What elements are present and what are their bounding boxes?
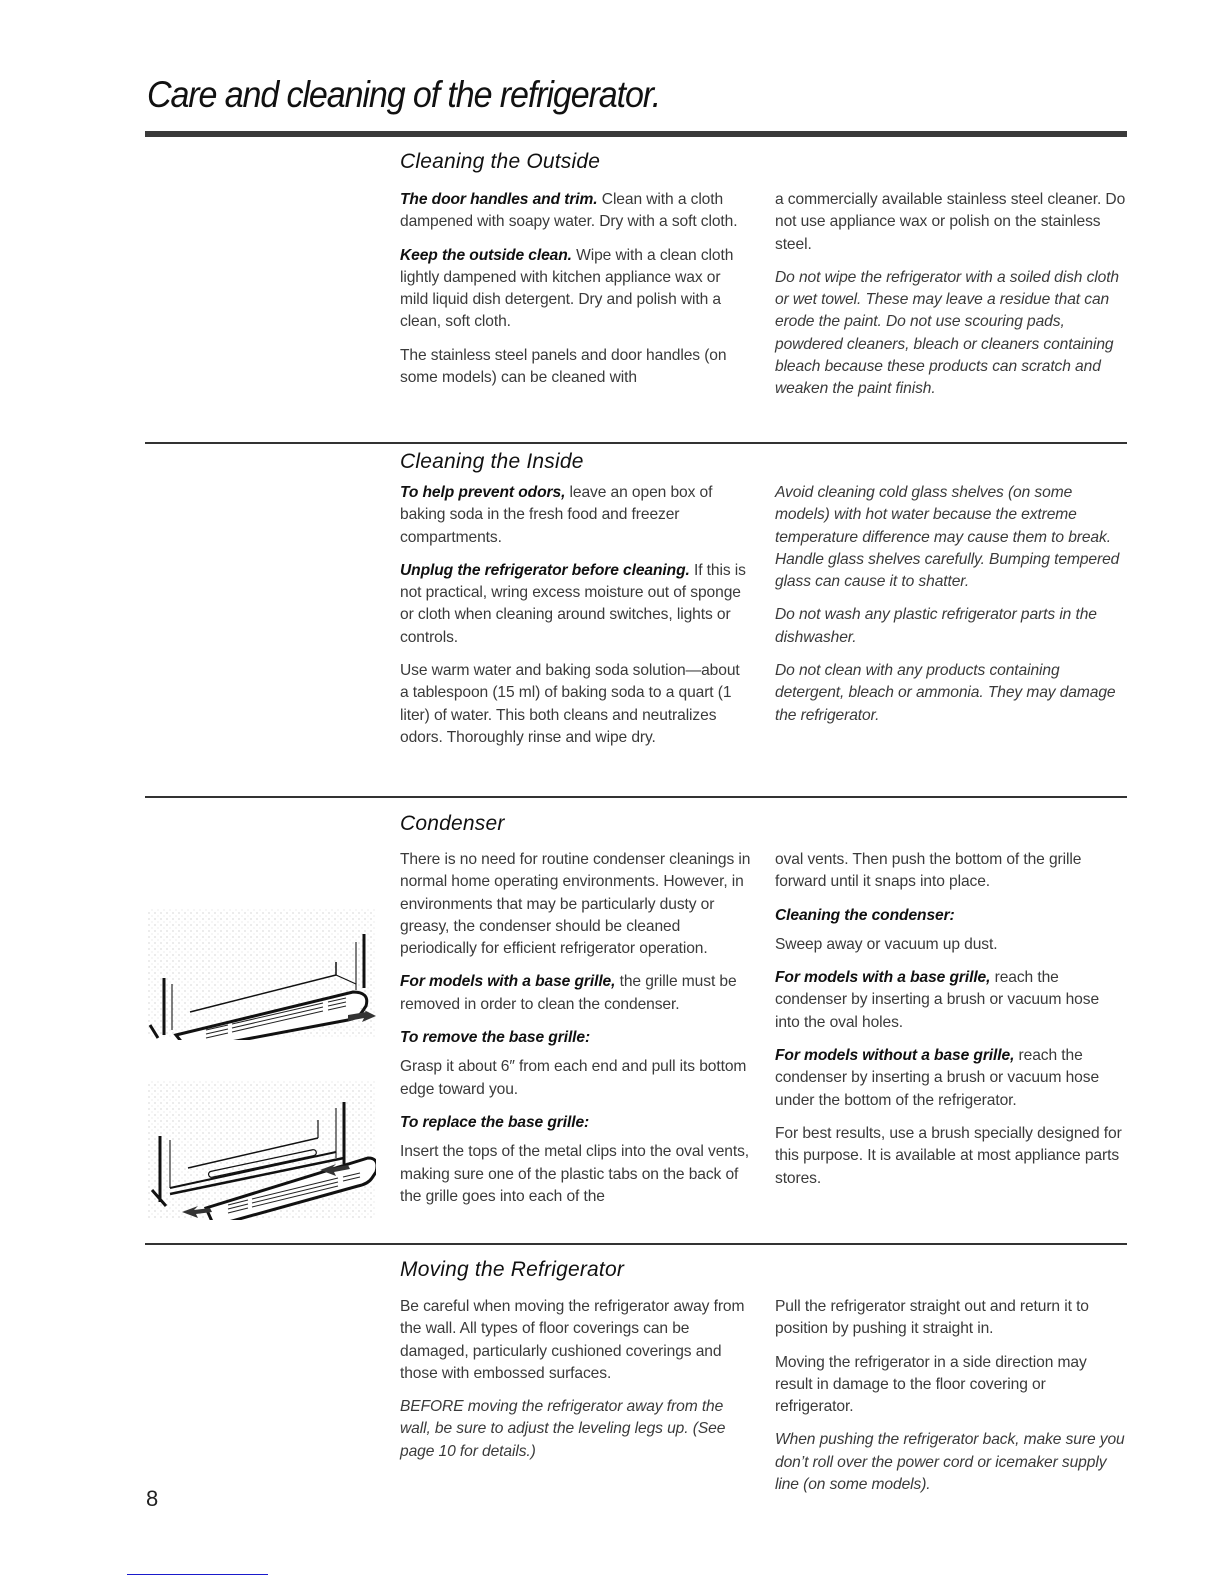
inside-left-column xyxy=(400,482,752,760)
caution-paragraph: BEFORE moving the refrigerator away from the wall, be sure to adjust the leveling legs up. (See page 10 for details.) xyxy=(400,1398,726,1460)
paragraph: Insert the tops of the metal clips into the oval vents, making sure one of the plastic tabs on the back of the grille goes into each of the xyxy=(400,1143,750,1205)
moving-left-column xyxy=(400,1296,752,1474)
page-number: 8 xyxy=(146,1486,159,1511)
section-divider xyxy=(145,442,1127,444)
paragraph: Pull the refrigerator straight out and return it to position by pushing it straight in. xyxy=(775,1298,1089,1338)
section-heading-condenser: Condenser xyxy=(400,812,505,835)
paragraph: The stainless steel panels and door handles (on some models) can be cleaned with xyxy=(400,346,727,387)
outside-right-column xyxy=(775,189,1127,412)
section-heading-inside: Cleaning the Inside xyxy=(400,450,584,473)
paragraph: Sweep away or vacuum up dust. xyxy=(775,935,998,953)
title-rule xyxy=(145,131,1127,137)
paragraph: To help prevent odors, leave an open box of baking soda in the fresh food and freezer compartments. xyxy=(400,484,713,546)
paragraph: For best results, use a brush specially designed for this purpose. It is available at most appliance parts stores. xyxy=(775,1124,1122,1187)
section-divider xyxy=(145,1243,1127,1245)
paragraph: Keep the outside clean. Wipe with a clean cloth lightly dampened with kitchen appliance wax or mild liquid dish detergent. Dry and polish with a clean, soft cloth. xyxy=(400,246,734,331)
subheading-cleaning-condenser: Cleaning the condenser: xyxy=(775,906,955,924)
paragraph: Use warm water and baking soda solution—about a tablespoon (15 ml) of baking soda to a quart (1 liter) of water. This both cleans and neutralizes odors. Thoroughly rinse and wipe dry. xyxy=(400,662,740,746)
footer-link-underline[interactable] xyxy=(127,1574,268,1575)
replace-base-grille-illustration xyxy=(148,1060,376,1220)
section-heading-moving: Moving the Refrigerator xyxy=(400,1258,625,1281)
caution-paragraph: Avoid cleaning cold glass shelves (on some models) with hot water because the extreme temperature difference may cause them to break. Handle glass shelves carefully. Bumping tempered glass can cause it to shatter. xyxy=(775,484,1120,591)
paragraph: Grasp it about 6″ from each end and pull its bottom edge toward you. xyxy=(400,1058,747,1098)
remove-base-grille-illustration xyxy=(148,900,376,1040)
caution-paragraph: When pushing the refrigerator back, make sure you don’t roll over the power cord or icemaker supply line (on some models). xyxy=(775,1431,1125,1494)
paragraph: oval vents. Then push the bottom of the grille forward until it snaps into place. xyxy=(775,851,1082,891)
paragraph: Moving the refrigerator in a side direction may result in damage to the floor covering or refrigerator. xyxy=(775,1353,1087,1416)
condenser-right-column xyxy=(775,849,1127,1201)
paragraph: For models with a base grille, the grille must be removed in order to clean the condenser. xyxy=(400,973,737,1013)
moving-right-column xyxy=(775,1296,1127,1507)
caution-paragraph: Do not wash any plastic refrigerator parts in the dishwasher. xyxy=(775,606,1097,646)
section-heading-outside: Cleaning the Outside xyxy=(400,150,601,173)
condenser-left-column xyxy=(400,849,752,1219)
subheading-remove-grille: To remove the base grille: xyxy=(400,1029,591,1047)
paragraph: For models without a base grille, reach the condenser by inserting a brush or vacuum hose under the bottom of the refrigerator. xyxy=(775,1047,1100,1109)
inside-right-column xyxy=(775,482,1127,738)
section-divider xyxy=(145,796,1127,798)
paragraph: There is no need for routine condenser cleanings in normal home operating environments. However, in environments that may be particularly dusty or greasy, the condenser should be cleaned periodically for efficient refrigerator operation. xyxy=(400,851,751,958)
subheading-replace-grille: To replace the base grille: xyxy=(400,1113,590,1131)
paragraph: For models with a base grille, reach the condenser by inserting a brush or vacuum hose into the oval holes. xyxy=(775,969,1100,1031)
paragraph: Be careful when moving the refrigerator away from the wall. All types of floor coverings can be damaged, particularly cushioned coverings and those with embossed surfaces. xyxy=(400,1298,745,1382)
caution-paragraph: Do not clean with any products containing detergent, bleach or ammonia. They may damage the refrigerator. xyxy=(775,662,1116,724)
paragraph: The door handles and trim. Clean with a cloth dampened with soapy water. Dry with a soft cloth. xyxy=(400,191,738,231)
caution-paragraph: Do not wipe the refrigerator with a soiled dish cloth or wet towel. These may leave a residue that can erode the paint. Do not use scouring pads, powdered cleaners, bleach or cleaners containing bleach because these products can scratch and weaken the paint finish. xyxy=(775,268,1120,398)
page-title: Care and cleaning of the refrigerator. xyxy=(147,74,661,115)
paragraph: Unplug the refrigerator before cleaning. If this is not practical, wring excess moisture out of sponge or cloth when cleaning around switches, lights or controls. xyxy=(400,561,746,646)
paragraph: a commercially available stainless steel cleaner. Do not use appliance wax or polish on the stainless steel. xyxy=(775,191,1126,253)
outside-left-column xyxy=(400,189,752,400)
